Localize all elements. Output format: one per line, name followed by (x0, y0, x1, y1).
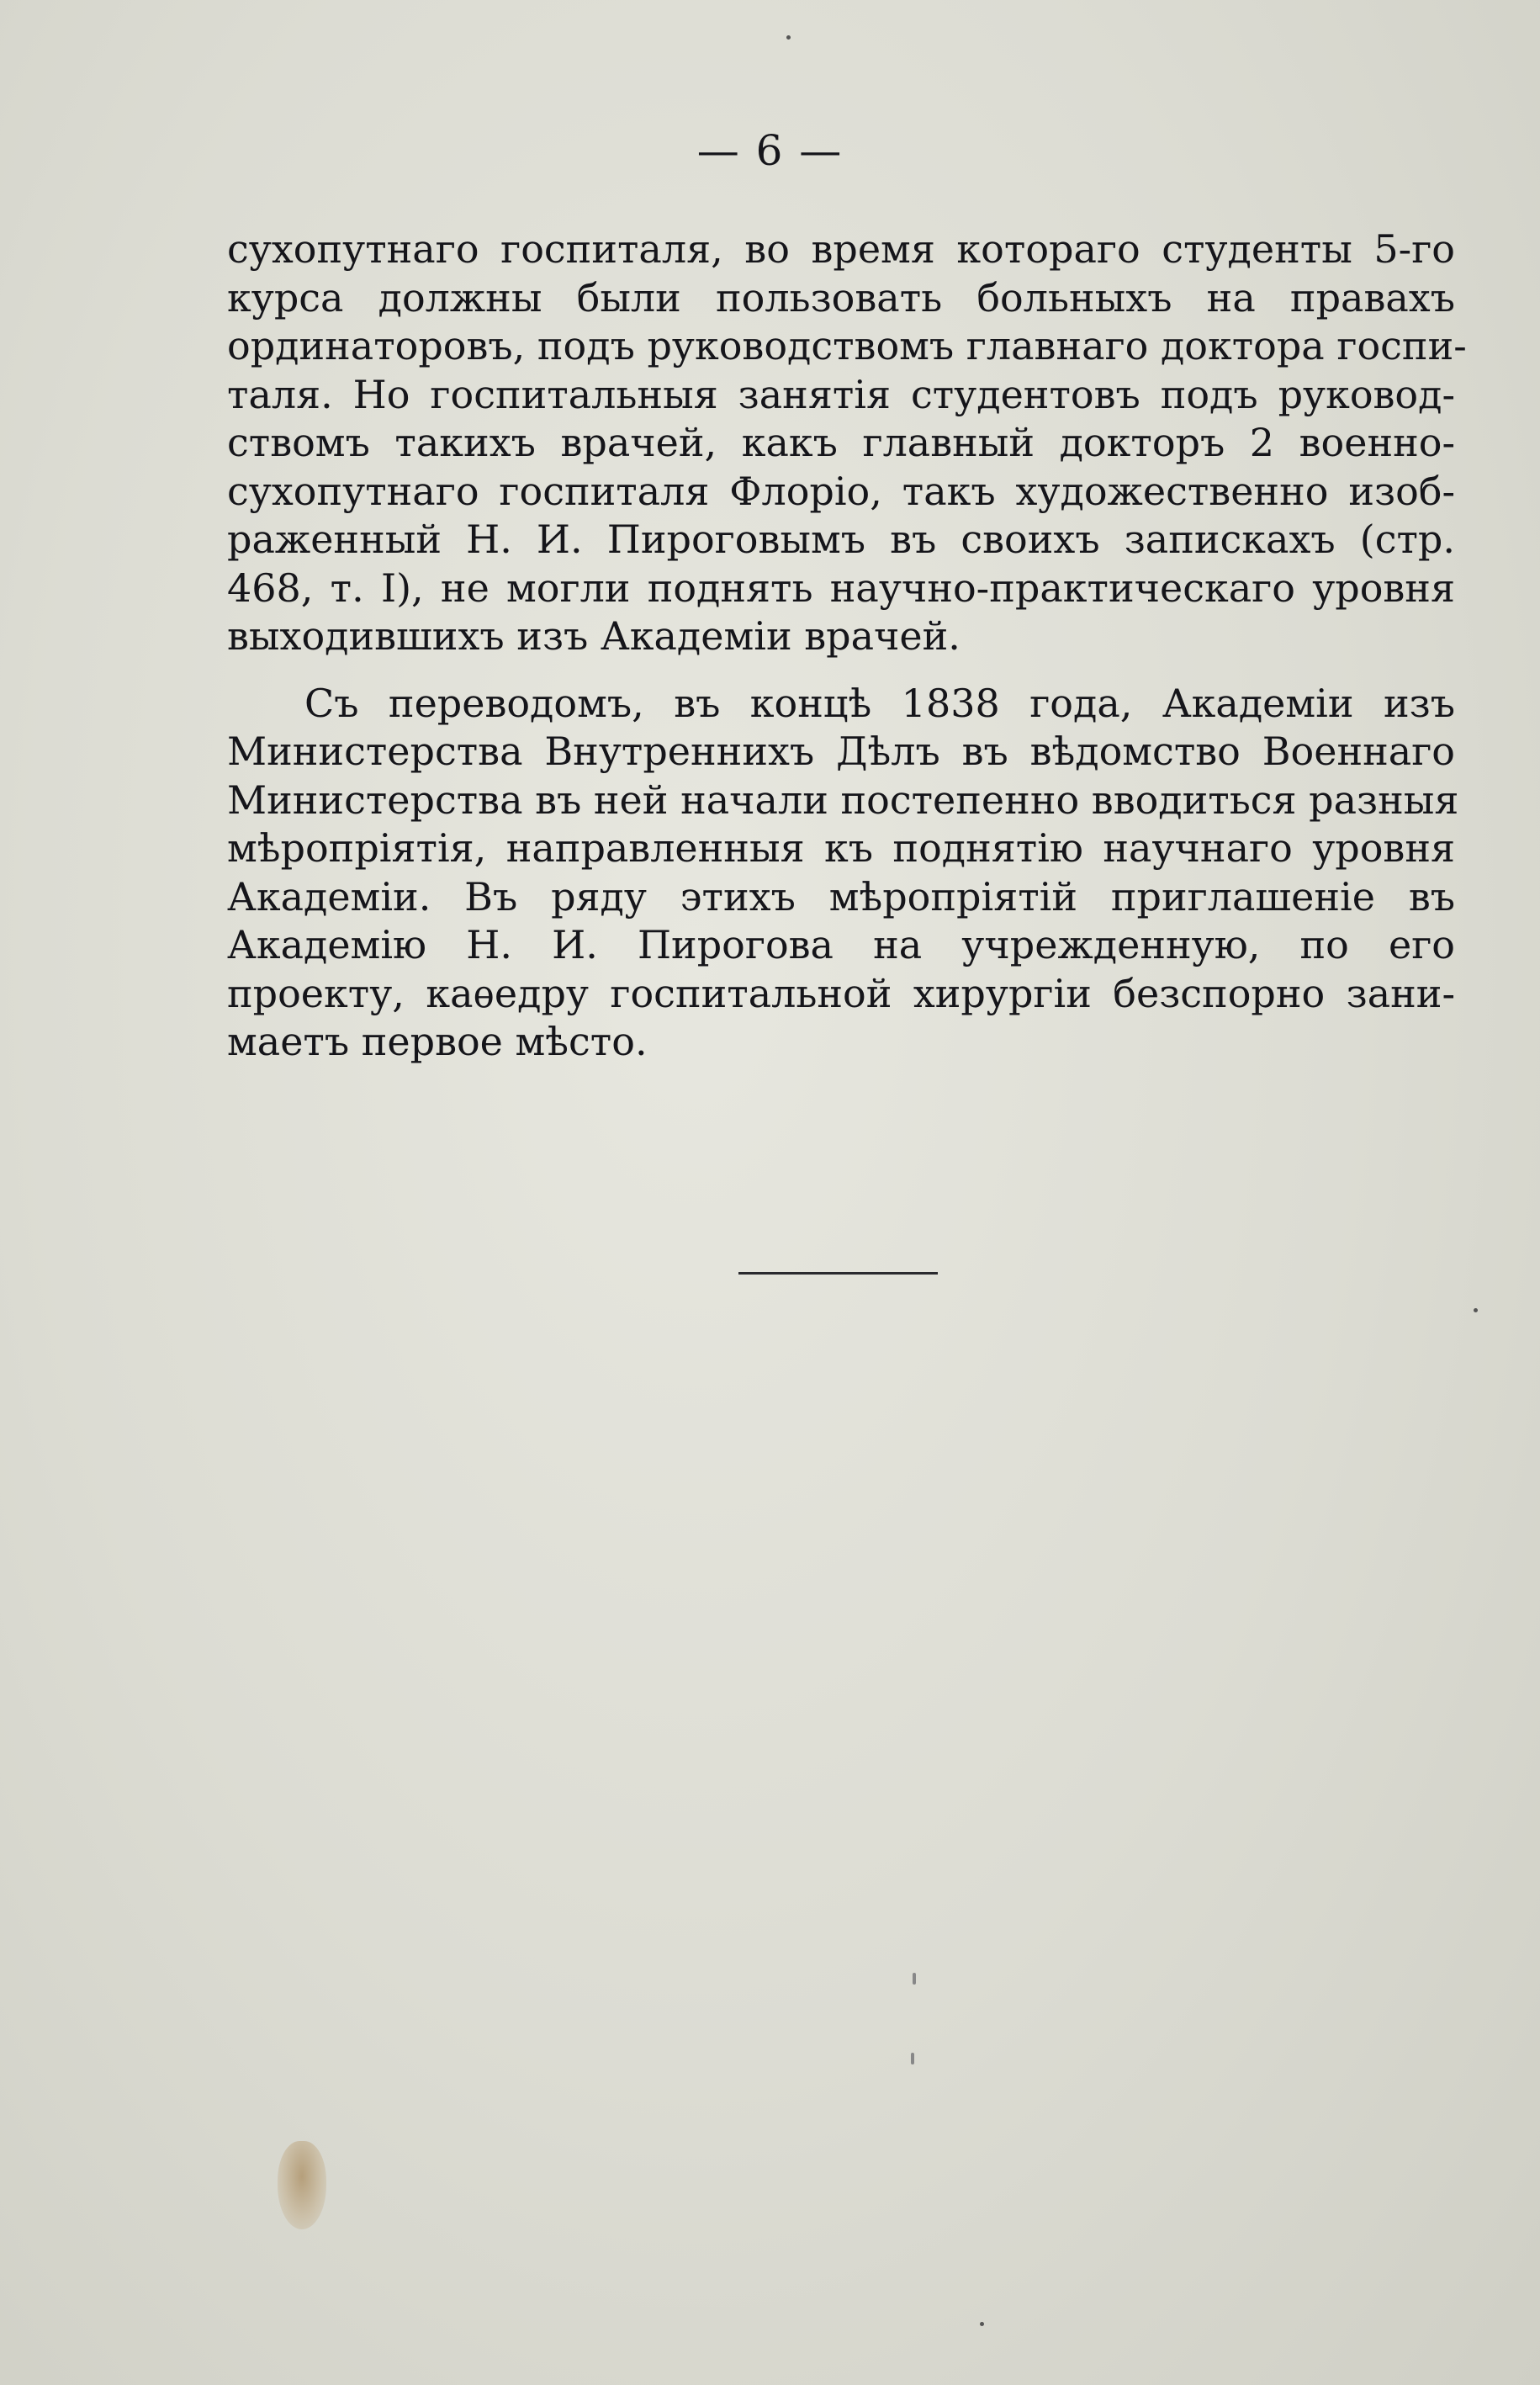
body-text (227, 225, 1467, 1067)
text-line: Съ переводомъ, въ концѣ 1838 года, Академіи изъ (304, 680, 1455, 726)
paragraph-gap (227, 661, 1455, 680)
text-line: сухопутнаго госпиталя Флоріо, такъ художественно изоб- (227, 468, 1455, 514)
text-line: Министерства въ ней начали постепенно вводиться разныя (227, 776, 1459, 823)
text-line: мѣропріятія, направленныя къ поднятію научнаго уровня (227, 825, 1455, 871)
paper-speck (911, 2053, 914, 2064)
text-line: Академію Н. И. Пирогова на учрежденную, по его (227, 922, 1455, 967)
text-line: курса должны были пользовать больныхъ на правахъ (227, 274, 1455, 321)
text-line: маетъ первое мѣсто. (227, 1019, 648, 1064)
section-divider-rule (738, 1272, 938, 1275)
text-line: ординаторовъ, подъ руководствомъ главнаго доктора госпи- (227, 323, 1467, 368)
paper-speck (980, 2322, 984, 2326)
text-line: таля. Но госпитальныя занятія студентовъ подъ руковод- (227, 371, 1455, 417)
text-line: Академіи. Въ ряду этихъ мѣропріятій приглашеніе въ (227, 873, 1455, 920)
paper-speck (913, 1973, 916, 1985)
page-number: — 6 — (696, 126, 844, 175)
paper-speck (1474, 1308, 1478, 1312)
paper-stain (278, 2141, 326, 2229)
text-line: Министерства Внутреннихъ Дѣлъ въ вѣдомство Военнаго (227, 729, 1455, 774)
text-line: выходившихъ изъ Академіи врачей. (227, 613, 961, 659)
paper-speck (786, 35, 791, 40)
text-line: раженный Н. И. Пироговымъ въ своихъ запискахъ (стр. (227, 517, 1455, 562)
text-line: проекту, каѳедру госпитальной хирургіи безспорно зани- (227, 970, 1455, 1016)
text-line: ствомъ такихъ врачей, какъ главный докторъ 2 военно- (227, 420, 1455, 465)
text-line: сухопутнаго госпиталя, во время котораго студенты 5-го (227, 226, 1455, 272)
text-line: 468, т. I), не могли поднять научно-практическаго уровня (227, 564, 1455, 611)
